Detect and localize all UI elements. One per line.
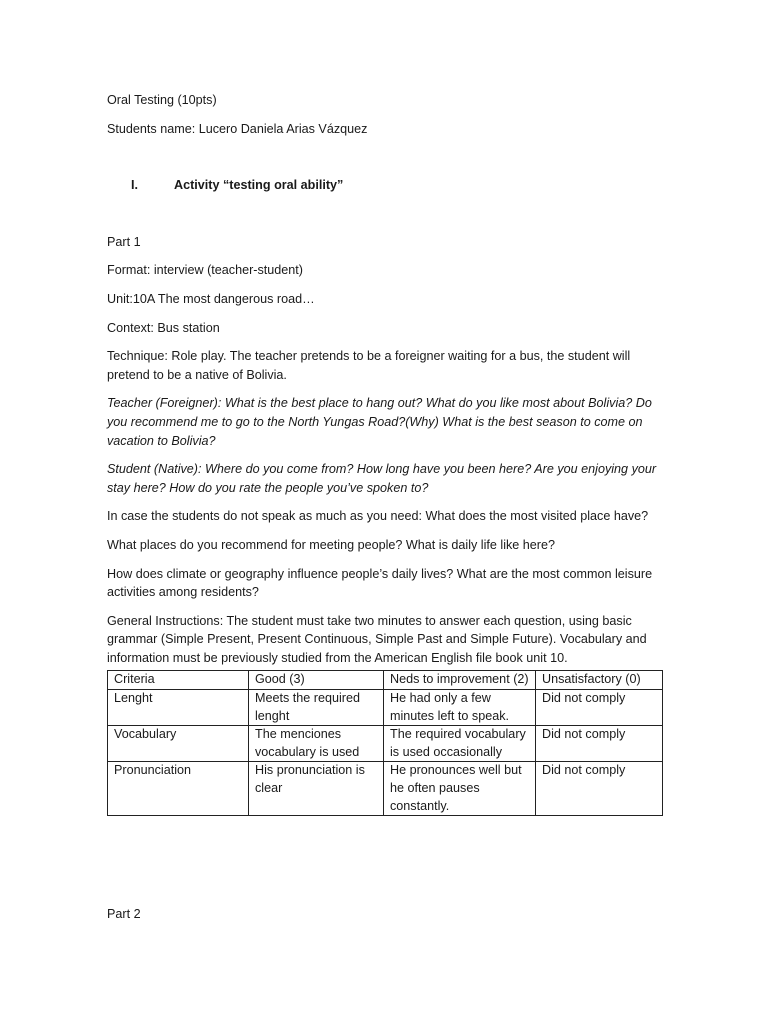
header-needs-improvement: Neds to improvement (2) xyxy=(384,671,536,690)
rubric-table xyxy=(107,670,663,816)
general-instructions: General Instructions: The student must take two minutes to answer each question, using basic grammar (Simple Present, Present Continuous, Simple Past and Simple Future). Vocabulary and information must be previously studied from the American English file book unit 10. xyxy=(107,613,647,665)
table-cell: He had only a few minutes left to speak. xyxy=(384,690,536,726)
section-title: Activity “testing oral ability” xyxy=(174,178,344,193)
header-good: Good (3) xyxy=(249,671,384,690)
context-line: Context: Bus station xyxy=(107,320,220,335)
table-cell: Did not comply xyxy=(536,690,663,726)
section-heading xyxy=(131,176,663,195)
table-row xyxy=(108,762,663,816)
technique-paragraph: Technique: Role play. The teacher pretends to be a foreigner waiting for a bus, the student will pretend to be a native of Bolivia. xyxy=(107,349,631,382)
section-number: I. xyxy=(131,178,138,193)
header-criteria: Criteria xyxy=(108,671,249,690)
table-cell: Vocabulary xyxy=(108,726,249,762)
table-cell: Lenght xyxy=(108,690,249,726)
table-cell: His pronunciation is clear xyxy=(249,762,384,816)
table-cell: The menciones vocabulary is used xyxy=(249,726,384,762)
table-cell: Did not comply xyxy=(536,762,663,816)
teacher-questions: Teacher (Foreigner): What is the best place to hang out? What do you like most about Bolivia? Do you recommend me to go to the North Yungas Road?(Why) What is the best season to come on vacation to Bolivia? xyxy=(107,396,652,448)
header-unsatisfactory: Unsatisfactory (0) xyxy=(536,671,663,690)
table-row xyxy=(108,726,663,762)
table-cell: Meets the required lenght xyxy=(249,690,384,726)
table-row xyxy=(108,690,663,726)
part1-label: Part 1 xyxy=(107,234,141,249)
format-line: Format: interview (teacher-student) xyxy=(107,263,303,278)
extra-questions-3: How does climate or geography influence people’s daily lives? What are the most common leisure activities among residents? xyxy=(107,566,653,600)
table-header-row xyxy=(108,671,663,690)
student-questions: Student (Native): Where do you come from? How long have you been here? Are you enjoying your stay here? How do you rate the people you’ve spoken to? xyxy=(107,462,657,495)
table-cell: Pronunciation xyxy=(108,762,249,816)
document-page xyxy=(107,91,663,816)
student-name: Students name: Lucero Daniela Arias Vázquez xyxy=(107,121,368,136)
extra-questions-2: What places do you recommend for meeting people? What is daily life like here? xyxy=(107,537,556,552)
extra-questions-1: In case the students do not speak as much as you need: What does the most visited place have? xyxy=(107,509,649,524)
document-title: Oral Testing (10pts) xyxy=(107,93,217,107)
part2-label: Part 2 xyxy=(107,907,141,921)
table-cell: The required vocabulary is used occasionally xyxy=(384,726,536,762)
unit-line: Unit:10A The most dangerous road… xyxy=(107,291,315,306)
table-cell: Did not comply xyxy=(536,726,663,762)
table-cell: He pronounces well but he often pauses constantly. xyxy=(384,762,536,816)
